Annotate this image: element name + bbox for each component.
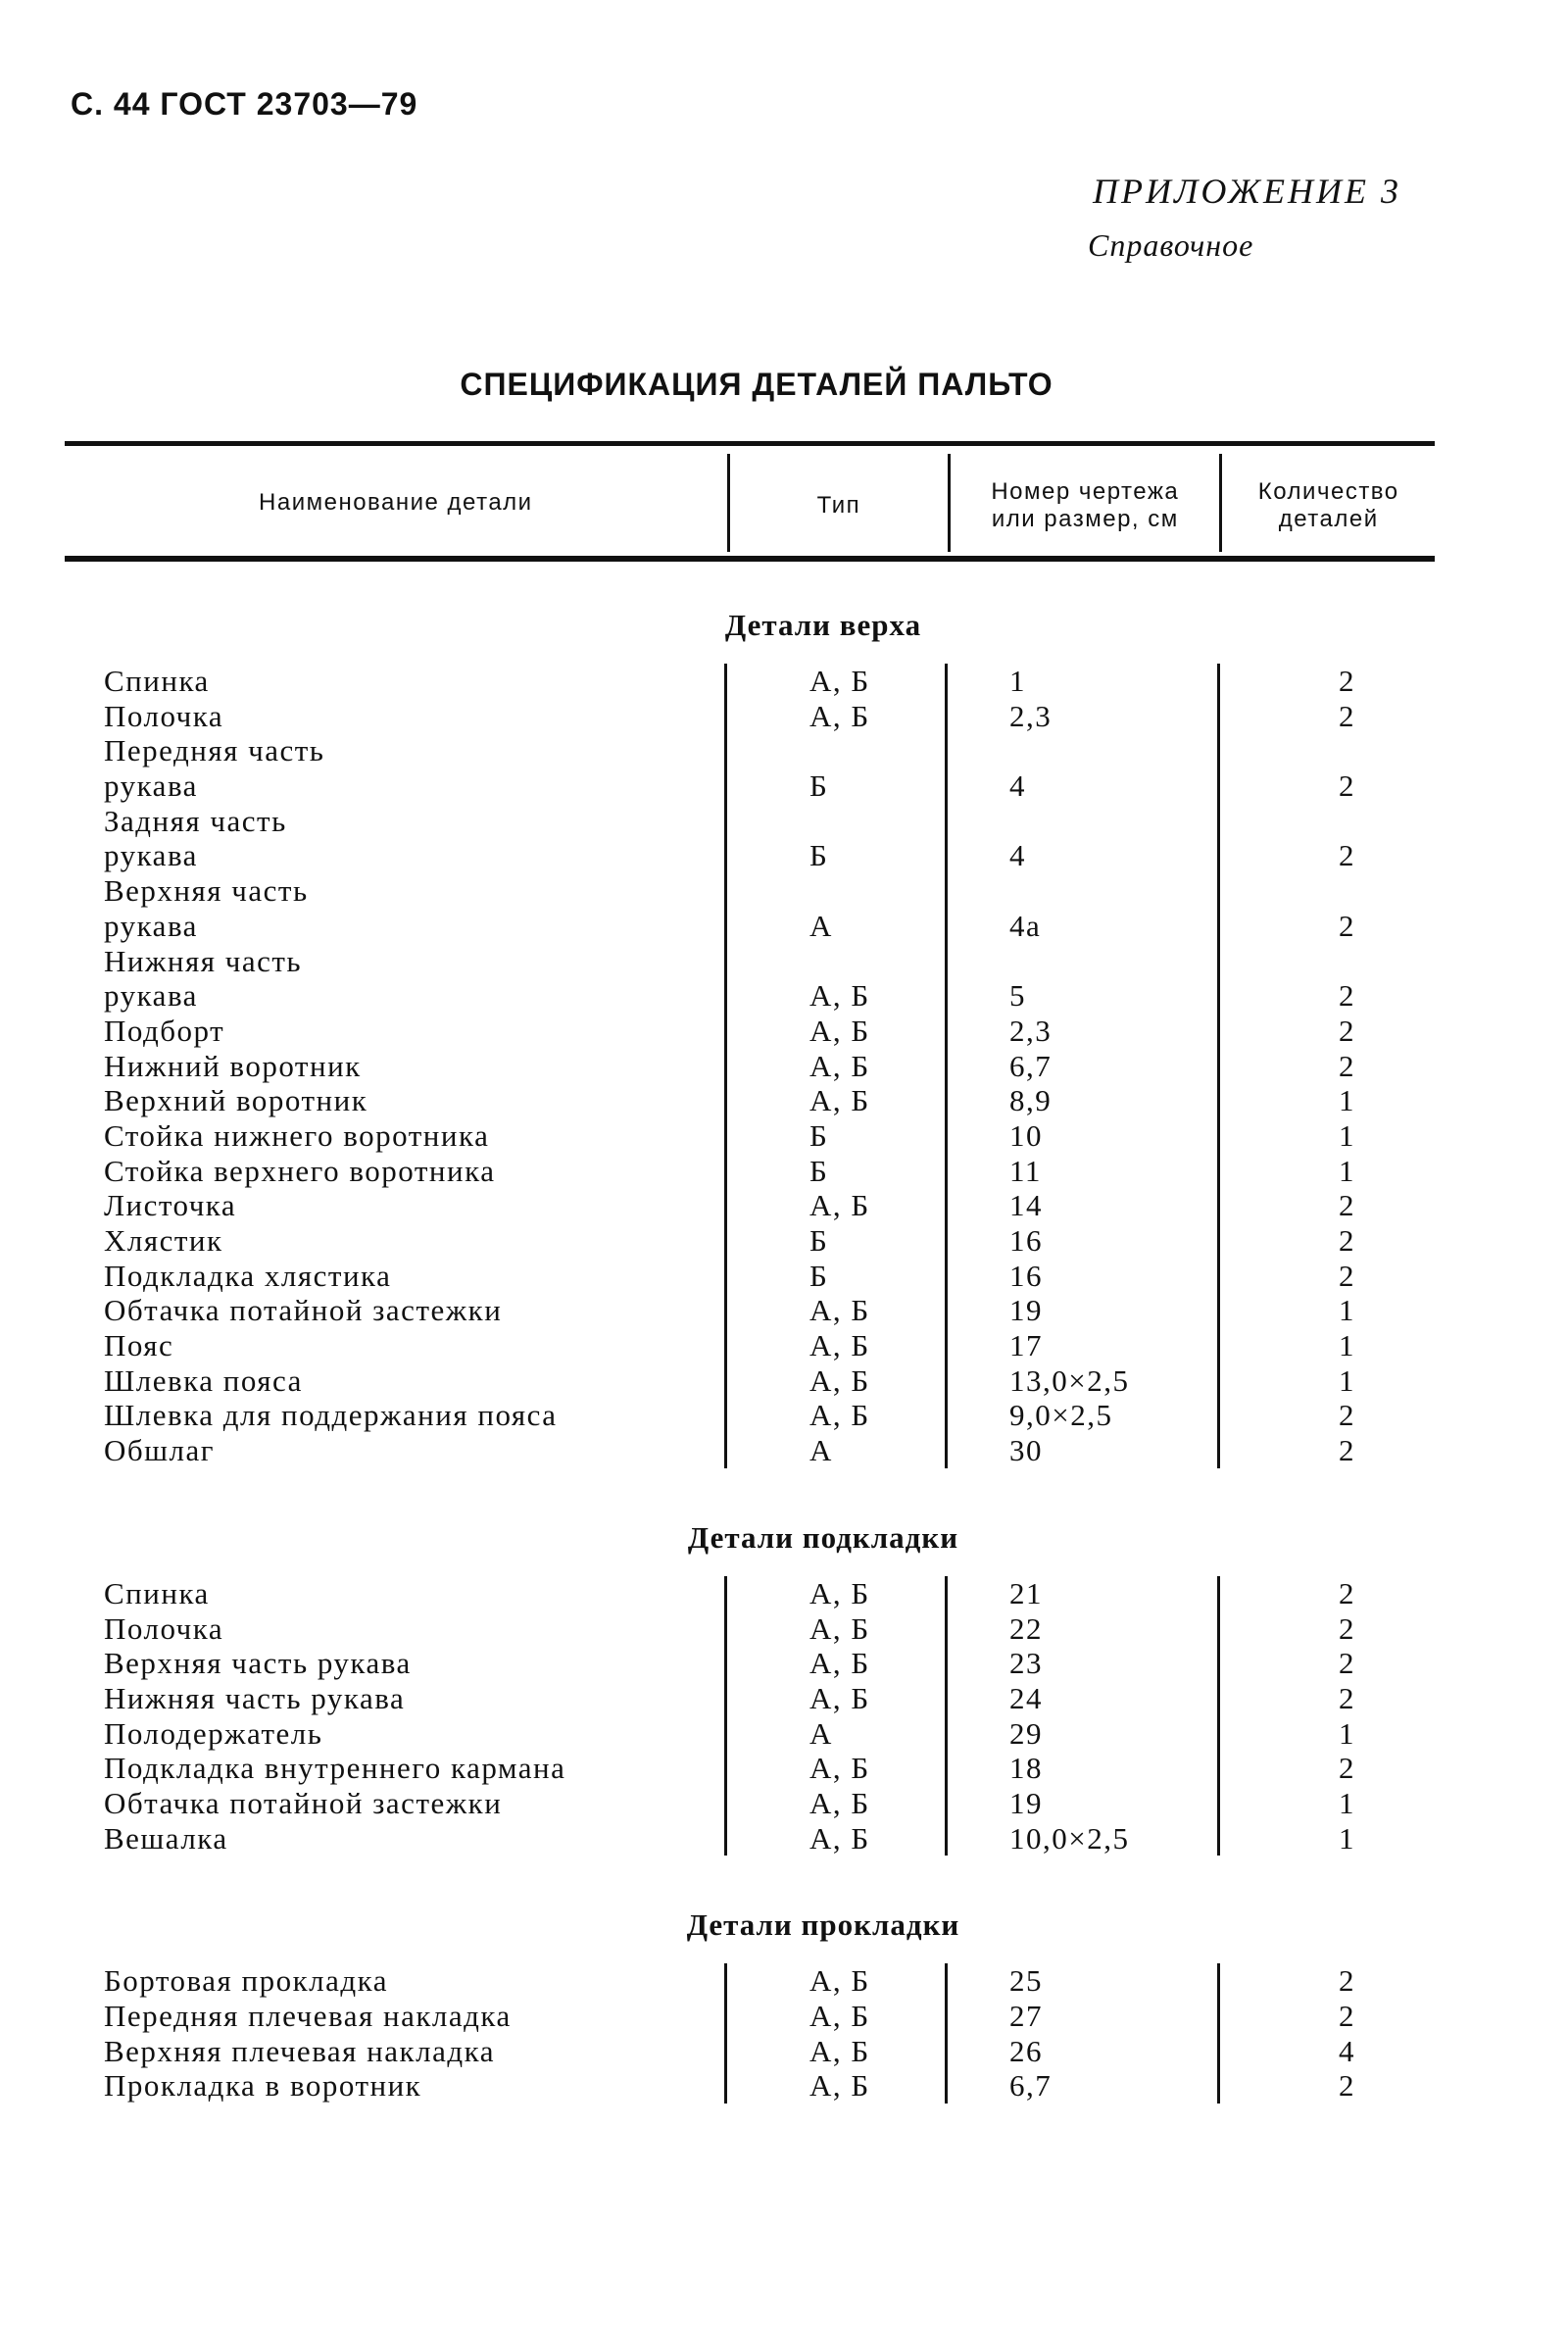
drawing-number: 26 [1009,2033,1043,2068]
part-name: Подкладка внутреннего кармана [104,1751,566,1786]
drawing-number: 1 [1009,664,1026,698]
part-name: рукава [104,978,198,1014]
part-type: Б [809,768,829,804]
section-title: Детали прокладки [686,1907,960,1943]
part-name: Полочка [104,1610,224,1646]
drawing-number [951,804,1221,839]
part-type: Б [809,1258,829,1293]
part-type: А [809,1433,833,1468]
part-type: А, Б [809,1610,870,1646]
part-quantity [1221,804,1435,839]
drawing-number: 25 [1009,1963,1043,1999]
column-rule [724,1576,727,1857]
column-rule [945,1576,948,1857]
table-row [65,1363,1435,1399]
part-name: Верхняя часть рукава [104,1646,412,1681]
part-name: Стойка верхнего воротника [104,1153,496,1188]
part-quantity: 2 [1339,1188,1355,1223]
part-type: Б [809,838,829,873]
column-rule [1217,664,1220,1468]
drawing-number: 30 [1009,1433,1043,1468]
part-type: А, Б [809,1083,870,1118]
part-quantity: 2 [1339,1751,1355,1786]
table-row [65,1259,1435,1294]
table-row [65,664,1435,699]
part-type: А, Б [809,978,870,1014]
page-header: С. 44 ГОСТ 23703—79 [71,86,418,122]
table-row [65,1328,1435,1363]
table-row [65,1433,1435,1468]
part-type [731,733,951,768]
appendix-subtitle: Справочное [1088,227,1254,263]
section-title: Детали верха [724,608,922,642]
table-row [65,838,1435,873]
part-quantity: 2 [1339,2068,1355,2104]
column-rule [945,664,948,1468]
part-quantity: 2 [1339,1258,1355,1293]
drawing-number: 2,3 [1009,698,1053,733]
column-rule [1217,1963,1220,2104]
table-row [65,1786,1435,1821]
part-quantity: 4 [1339,2033,1355,2068]
section-title: Детали подкладки [687,1519,959,1555]
part-type: А, Б [809,1362,870,1398]
part-name: Подкладка хлястика [104,1258,392,1293]
part-type: А, Б [809,1785,870,1820]
part-type: А, Б [809,2068,870,2104]
part-type: А, Б [809,1328,870,1363]
part-quantity [1221,944,1435,979]
table-row [65,1154,1435,1189]
drawing-number: 11 [1009,1153,1042,1188]
table-row [65,804,1435,839]
col-header-qty [1219,454,1435,552]
part-quantity: 1 [1339,1362,1355,1398]
part-type: А, Б [809,1680,870,1715]
table-row [65,2034,1435,2069]
part-name: Верхний воротник [104,1083,368,1118]
column-rule [724,1963,727,2104]
part-type: А, Б [809,1646,870,1681]
table-row [65,1014,1435,1049]
part-name: Задняя часть [104,803,287,838]
drawing-number: 6,7 [1009,1048,1053,1083]
part-name: рукава [104,768,198,804]
part-quantity [1221,873,1435,909]
part-quantity: 1 [1339,1715,1355,1751]
table-row [65,1118,1435,1154]
part-quantity: 2 [1339,1048,1355,1083]
drawing-number: 16 [1009,1223,1043,1258]
table-row [65,1083,1435,1118]
part-type: А, Б [809,1575,870,1610]
table-row [65,1681,1435,1716]
part-type: А [809,908,833,943]
table-row [65,1963,1435,1999]
drawing-number [951,733,1221,768]
part-quantity: 2 [1339,698,1355,733]
col-header-type [727,454,949,552]
part-name: Обтачка потайной застежки [104,1785,503,1820]
col-header-qty-line2: деталей [1278,506,1379,532]
drawing-number: 23 [1009,1646,1043,1681]
part-quantity: 1 [1339,1293,1355,1328]
part-type [731,873,951,909]
drawing-number: 2,3 [1009,1013,1053,1048]
part-type: А, Б [809,1013,870,1048]
part-name: Полодержатель [104,1715,323,1751]
drawing-number: 16 [1009,1258,1043,1293]
drawing-number: 9,0×2,5 [1009,1398,1113,1433]
col-header-name [65,446,727,554]
drawing-number: 21 [1009,1575,1043,1610]
part-name: рукава [104,838,198,873]
part-type: А, Б [809,1048,870,1083]
table-row [65,699,1435,734]
part-name: Прокладка в воротник [104,2068,422,2104]
part-name: Обшлаг [104,1433,215,1468]
spec-table [65,441,1435,2104]
part-quantity: 2 [1339,768,1355,804]
part-name: Верхняя плечевая накладка [104,2033,495,2068]
drawing-number: 19 [1009,1293,1043,1328]
table-row [65,978,1435,1014]
table-row [65,1999,1435,2034]
part-type: Б [809,1153,829,1188]
part-name: Спинка [104,664,210,698]
part-name: Хлястик [104,1223,223,1258]
table-row [65,1293,1435,1328]
col-header-number-line1: Номер чертежа [991,478,1180,505]
section-rows [65,1963,1435,2104]
col-header-number-line2: или размер, см [991,506,1179,532]
part-name: Верхняя часть [104,873,309,909]
table-row [65,1049,1435,1084]
table-header [65,446,1435,554]
drawing-number: 19 [1009,1785,1043,1820]
drawing-number: 17 [1009,1328,1043,1363]
part-name: Спинка [104,1575,210,1610]
drawing-number: 10 [1009,1117,1043,1153]
col-header-qty-line1: Количество [1257,478,1399,505]
part-type: А, Б [809,1820,870,1856]
column-rule [1217,1576,1220,1857]
drawing-number: 6,7 [1009,2068,1053,2104]
drawing-number: 4 [1009,768,1026,804]
part-type: А, Б [809,1188,870,1223]
part-quantity: 2 [1339,1398,1355,1433]
part-quantity: 1 [1339,1785,1355,1820]
header-rule-bottom [65,556,1435,562]
part-type [731,944,951,979]
part-name: Передняя часть [104,733,325,768]
part-type: А, Б [809,1963,870,1999]
part-name: Листочка [104,1188,237,1223]
part-quantity: 2 [1339,908,1355,943]
table-row [65,2068,1435,2104]
table-row [65,944,1435,979]
drawing-number: 29 [1009,1715,1043,1751]
part-name: Нижняя часть [104,943,303,978]
part-name: Бортовая прокладка [104,1963,389,1999]
part-quantity: 2 [1339,1680,1355,1715]
table-row [65,768,1435,804]
part-type: А [809,1715,833,1751]
part-type: А, Б [809,1398,870,1433]
part-quantity: 2 [1339,1433,1355,1468]
part-type: А, Б [809,664,870,698]
part-name: Пояс [104,1328,174,1363]
part-name: Шлевка пояса [104,1362,303,1398]
col-header-number [948,454,1219,552]
drawing-number: 22 [1009,1610,1043,1646]
table-row [65,1188,1435,1223]
part-name: Передняя плечевая накладка [104,1999,512,2033]
part-type [731,804,951,839]
part-name: Стойка нижнего воротника [104,1117,490,1153]
part-quantity: 1 [1339,1117,1355,1153]
part-quantity: 2 [1339,978,1355,1014]
part-quantity: 2 [1339,664,1355,698]
drawing-number: 4а [1009,908,1042,943]
section-rows [65,1576,1435,1857]
col-header-name-label: Наименование детали [259,489,533,516]
part-type: Б [809,1223,829,1258]
part-quantity: 2 [1339,838,1355,873]
drawing-number: 5 [1009,978,1026,1014]
part-name: Нижний воротник [104,1048,362,1083]
part-type: А, Б [809,2033,870,2068]
part-quantity: 1 [1339,1820,1355,1856]
part-quantity: 2 [1339,1223,1355,1258]
table-row [65,1821,1435,1857]
part-name: Полочка [104,698,224,733]
part-quantity: 1 [1339,1153,1355,1188]
column-rule [724,664,727,1468]
part-quantity: 1 [1339,1083,1355,1118]
table-row [65,1751,1435,1786]
table-row [65,733,1435,768]
spec-title: СПЕЦИФИКАЦИЯ ДЕТАЛЕЙ ПАЛЬТО [460,367,1054,402]
drawing-number: 14 [1009,1188,1043,1223]
table-row [65,1576,1435,1611]
table-row [65,909,1435,944]
part-quantity: 1 [1339,1328,1355,1363]
part-type: А, Б [809,1751,870,1786]
table-row [65,1611,1435,1647]
table-row [65,873,1435,909]
part-name: Обтачка потайной застежки [104,1293,503,1328]
section-rows [65,664,1435,1468]
drawing-number: 27 [1009,1999,1043,2033]
table-row [65,1398,1435,1433]
part-type: А, Б [809,698,870,733]
drawing-number [951,873,1221,909]
drawing-number [951,944,1221,979]
part-name: Подборт [104,1013,225,1048]
part-name: рукава [104,908,198,943]
drawing-number: 10,0×2,5 [1009,1820,1130,1856]
part-quantity: 2 [1339,1999,1355,2033]
drawing-number: 8,9 [1009,1083,1053,1118]
column-rule [945,1963,948,2104]
drawing-number: 18 [1009,1751,1043,1786]
table-row [65,1646,1435,1681]
part-quantity: 2 [1339,1963,1355,1999]
part-quantity: 2 [1339,1575,1355,1610]
part-name: Вешалка [104,1820,228,1856]
table-body [65,601,1435,2104]
col-header-type-label: Тип [816,492,861,519]
drawing-number: 24 [1009,1680,1043,1715]
part-quantity: 2 [1339,1646,1355,1681]
part-quantity [1221,733,1435,768]
part-quantity: 2 [1339,1610,1355,1646]
part-type: Б [809,1117,829,1153]
part-quantity: 2 [1339,1013,1355,1048]
part-name: Шлевка для поддержания пояса [104,1398,558,1433]
part-type: А, Б [809,1999,870,2033]
table-row [65,1223,1435,1259]
table-row [65,1716,1435,1752]
part-name: Нижняя часть рукава [104,1680,406,1715]
part-type: А, Б [809,1293,870,1328]
drawing-number: 4 [1009,838,1026,873]
drawing-number: 13,0×2,5 [1009,1362,1130,1398]
appendix-title: ПРИЛОЖЕНИЕ 3 [1093,172,1401,211]
